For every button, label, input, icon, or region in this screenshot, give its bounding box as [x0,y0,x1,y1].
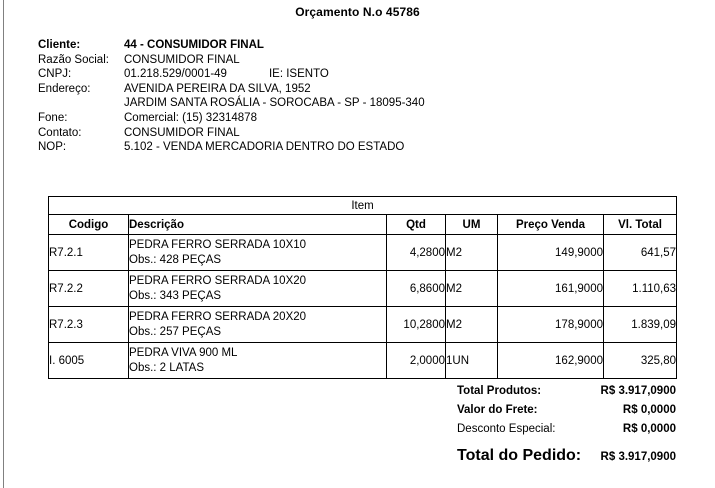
table-row [49,235,677,271]
cell-vl-total: 641,57 [604,235,677,271]
cell-vl-total: 1.110,63 [604,271,677,307]
column-header-descricao: Descrição [129,215,387,235]
table-row [49,271,677,307]
cell-preco-venda: 149,9000 [498,235,604,271]
total-produtos-value: R$ 3.917,0900 [600,385,676,397]
cell-codigo: I. 6005 [49,343,129,379]
items-table-group-header: Item [49,197,677,215]
cell-qtd: 2,0000 [387,343,446,379]
valor-frete-row [457,404,676,423]
customer-value-fone: Comercial: (15) 32314878 [124,111,257,124]
cell-um: M2 [446,271,498,307]
cell-qtd: 6,8600 [387,271,446,307]
cell-descricao-obs: Obs.: 428 PEÇAS [129,253,222,266]
cell-descricao-obs: Obs.: 2 LATAS [129,361,204,374]
total-pedido-label: Total do Pedido: [457,447,582,464]
cell-um: 1UN [446,343,498,379]
cell-codigo: R7.2.2 [49,271,129,307]
total-pedido-row [457,447,676,471]
cell-qtd: 4,2800 [387,235,446,271]
customer-value-contato: CONSUMIDOR FINAL [124,126,240,139]
cell-preco-venda: 161,9000 [498,271,604,307]
totals-block [457,385,676,471]
column-header-preco-venda: Preço Venda [498,215,604,235]
customer-label-fone: Fone: [38,111,68,124]
desconto-especial-value: R$ 0,0000 [622,423,676,435]
cell-descricao-obs: Obs.: 343 PEÇAS [129,289,222,302]
cell-vl-total: 1.839,09 [604,307,677,343]
customer-details-block [38,38,598,155]
cell-descricao-text: PEDRA FERRO SERRADA 10X20 [129,275,307,287]
total-pedido-value: R$ 3.917,0900 [600,451,676,463]
desconto-especial-label: Desconto Especial: [457,423,556,435]
cell-descricao [129,235,387,271]
customer-value-cnpj: 01.218.529/0001-49 [124,68,227,81]
cell-preco-venda: 178,9000 [498,307,604,343]
items-table-group-header-row [49,197,677,215]
cell-descricao-text: PEDRA VIVA 900 ML [129,347,238,359]
column-header-qtd: Qtd [387,215,446,235]
cell-um: M2 [446,307,498,343]
cell-descricao-text: PEDRA FERRO SERRADA 20X20 [129,311,307,323]
cell-descricao [129,271,387,307]
cell-descricao-obs: Obs.: 257 PEÇAS [129,325,222,338]
cell-vl-total: 325,80 [604,343,677,379]
customer-value-nop: 5.102 - VENDA MERCADORIA DENTRO DO ESTADO [124,141,405,154]
cell-descricao [129,343,387,379]
customer-label-contato: Contato: [38,126,82,139]
desconto-especial-row [457,423,676,442]
customer-label-cliente: Cliente: [38,39,81,51]
customer-value-cnpj-wrapper [124,67,598,82]
page-title: Orçamento N.o 45786 [295,5,420,19]
cell-preco-venda: 162,9000 [498,343,604,379]
cell-um: M2 [446,235,498,271]
table-row [49,343,677,379]
column-header-vl-total: Vl. Total [604,215,677,235]
valor-frete-value: R$ 0,0000 [622,404,676,416]
cell-codigo: R7.2.3 [49,307,129,343]
cell-descricao [129,307,387,343]
customer-row-cliente [38,38,598,53]
customer-label-nop: NOP: [38,141,67,154]
customer-row-endereco-line2 [38,96,598,111]
customer-label-razao-social: Razão Social: [38,53,109,66]
table-row [49,307,677,343]
customer-value-endereco: AVENIDA PEREIRA DA SILVA, 1952 [124,82,311,95]
customer-row-fone [38,111,598,126]
cell-qtd: 10,2800 [387,307,446,343]
customer-value-endereco-line2: JARDIM SANTA ROSÁLIA - SOROCABA - SP - 18095-340 [124,97,425,110]
customer-value-ie: IE: ISENTO [268,68,329,81]
cell-codigo: R7.2.1 [49,235,129,271]
customer-row-razao-social [38,53,598,68]
customer-label-endereco: Endereço: [38,82,91,95]
page-left-border [3,0,4,488]
cell-descricao-text: PEDRA FERRO SERRADA 10X10 [129,239,307,251]
customer-value-cliente: 44 - CONSUMIDOR FINAL [124,39,264,51]
items-table [48,196,677,379]
customer-label-cnpj: CNPJ: [38,68,72,81]
items-table-header-row [49,215,677,235]
customer-row-cnpj [38,67,598,82]
customer-row-contato [38,126,598,141]
total-produtos-row [457,385,676,404]
customer-row-nop [38,140,598,155]
column-header-codigo: Codigo [49,215,129,235]
customer-value-razao-social: CONSUMIDOR FINAL [124,53,240,66]
total-produtos-label: Total Produtos: [457,385,542,397]
valor-frete-label: Valor do Frete: [457,404,538,416]
column-header-um: UM [446,215,498,235]
customer-row-endereco [38,82,598,97]
